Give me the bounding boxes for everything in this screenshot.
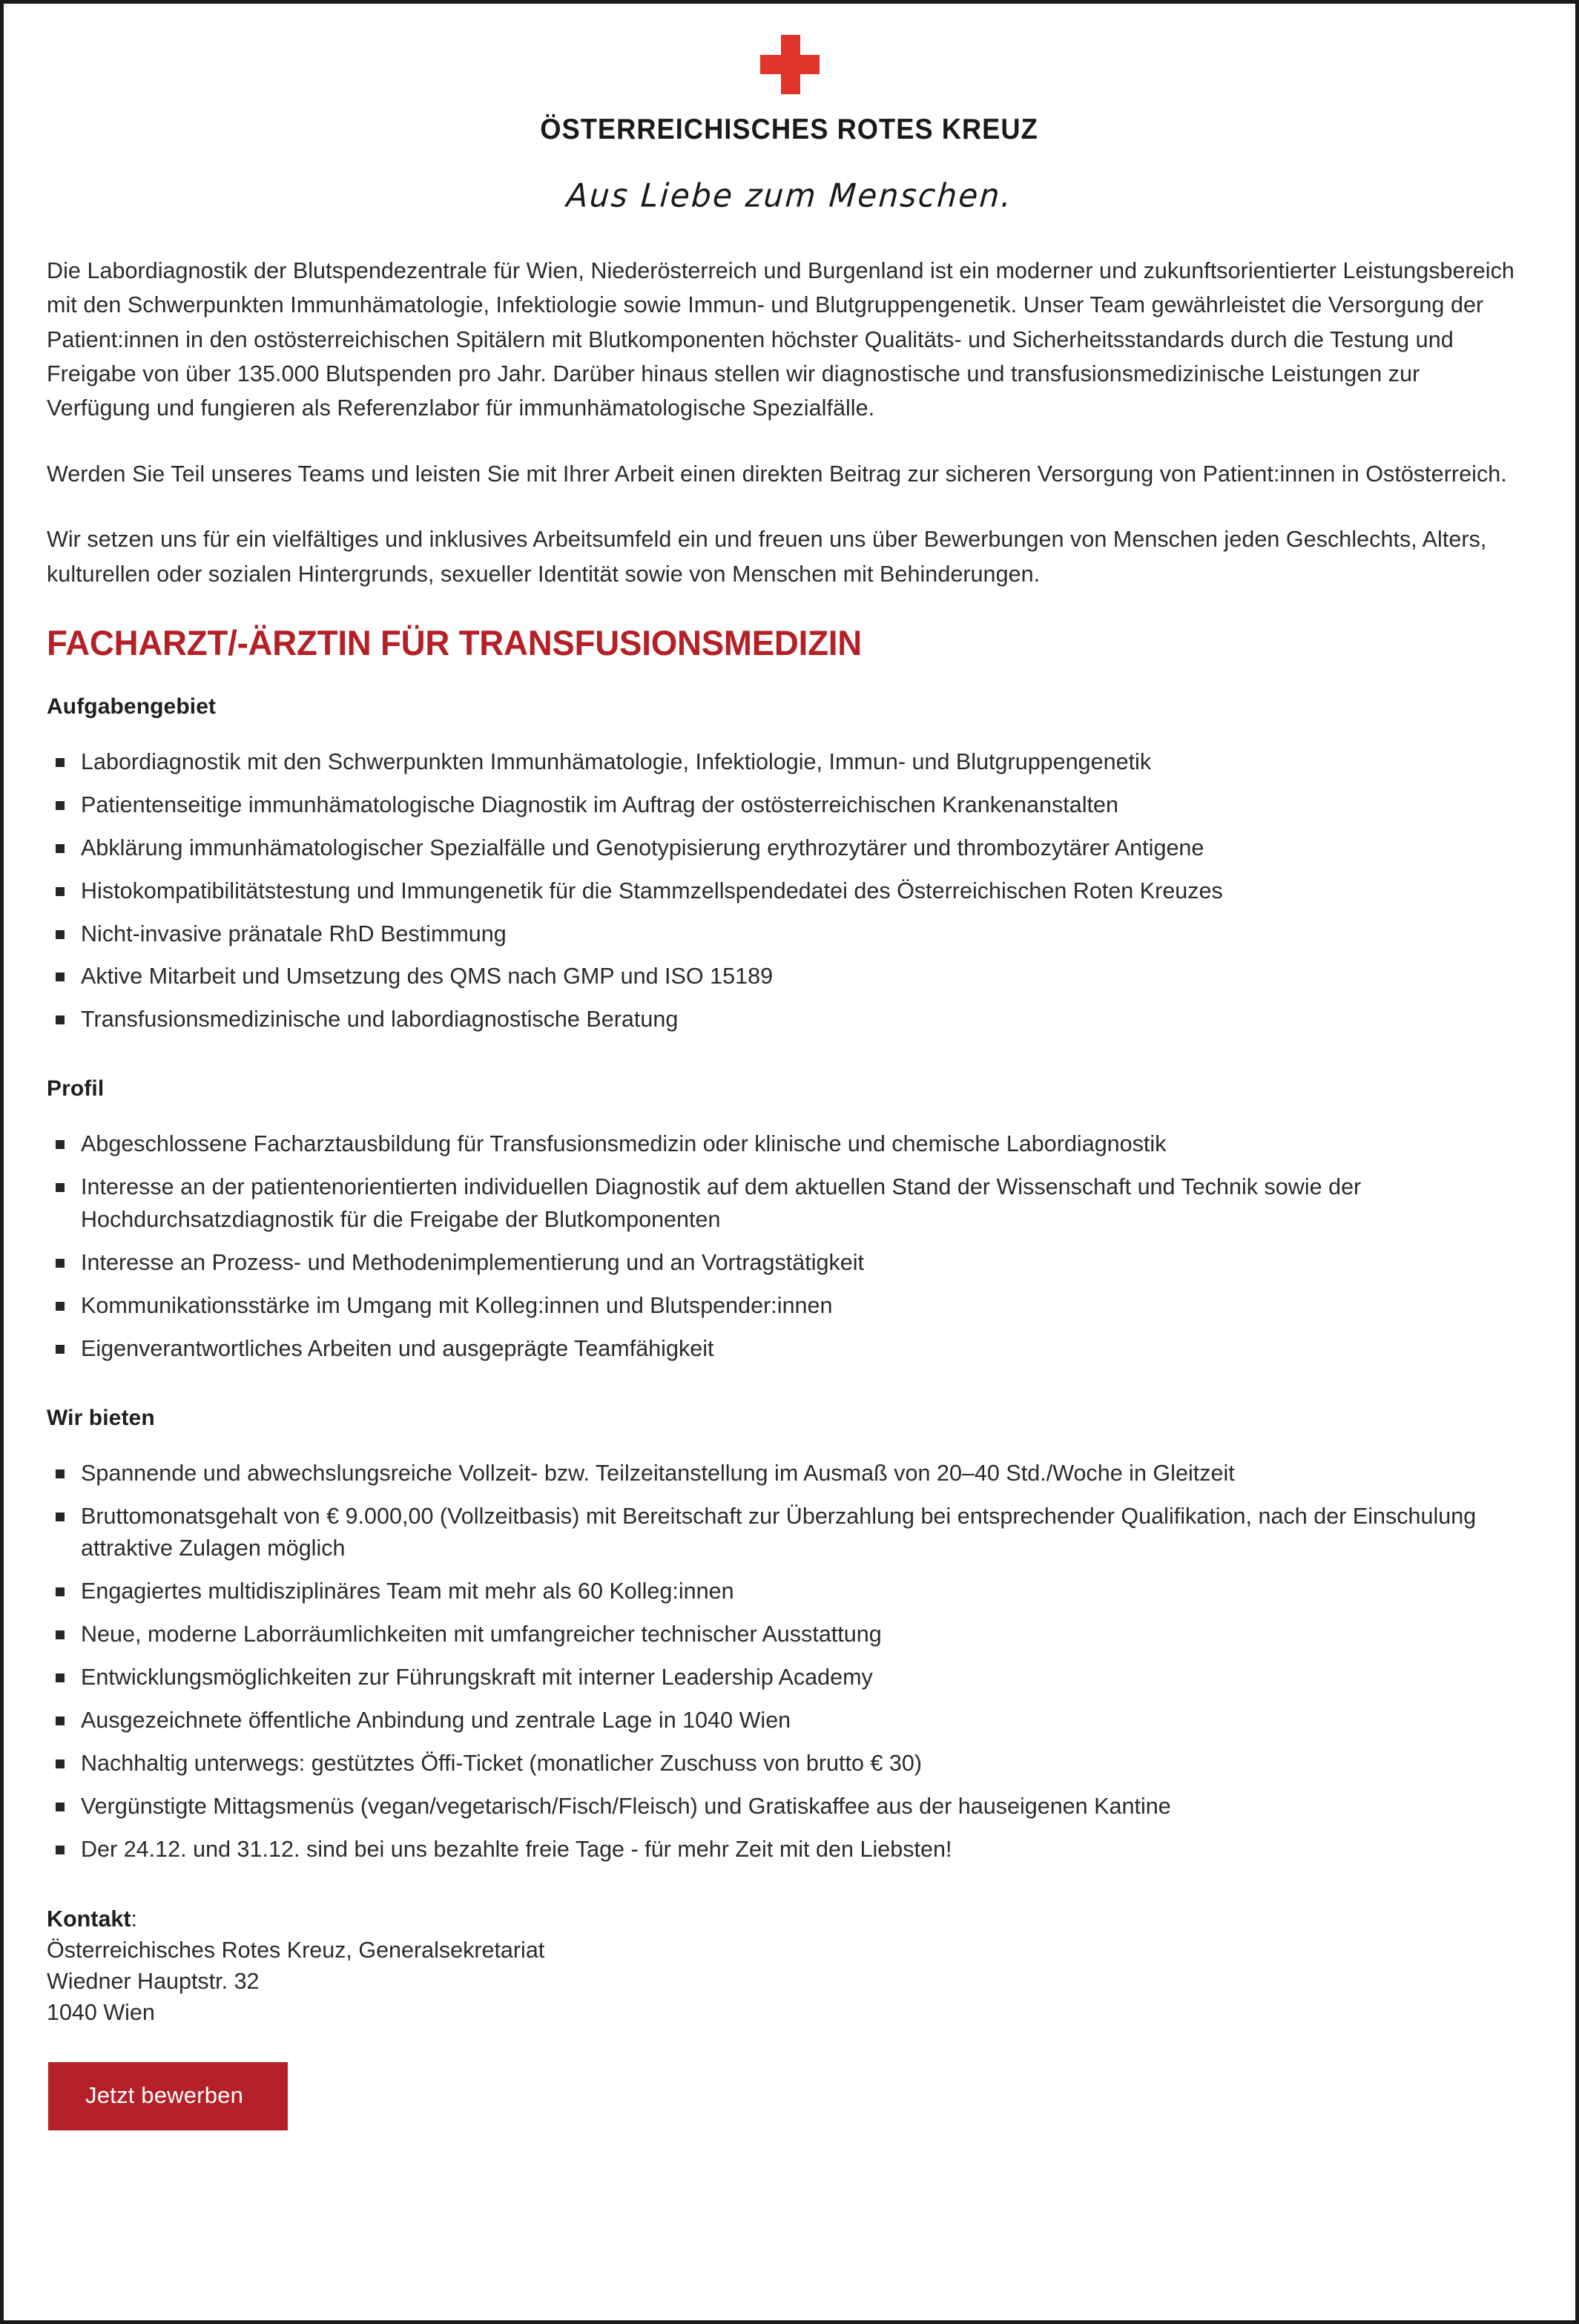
red-cross-icon: [760, 35, 820, 94]
list-item: Spannende und abwechslungsreiche Vollzeit- bzw. Teilzeitanstellung im Ausmaß von 20–40 Std./Woche in Gleitzeit: [47, 1458, 1529, 1490]
list-item: Entwicklungsmöglichkeiten zur Führungskraft mit interner Leadership Academy: [47, 1662, 1529, 1694]
list-item: Interesse an der patientenorientierten individuellen Diagnostik auf dem aktuellen Stand der Wissenschaft und Technik sowie der Hochdurchsatzdiagnostik für die Freigabe der Blutkomponenten: [47, 1171, 1529, 1237]
contact-label-colon: :: [131, 1906, 138, 1932]
intro-paragraph-1: Die Labordiagnostik der Blutspendezentrale für Wien, Niederösterreich und Burgenland ist ein moderner und zukunftsorientierter Leistungsbereich mit den Schwerpunkten Immunhämatologie, Infektiologie sowie Immun- und Blutgruppengenetik. Unser Team gewährleistet die Versorgung der Patient:innen in den ostösterreichischen Spitälern mit Blutkomponenten höchster Qualitäts- und Sicherheitsstandards durch die Testung und Freigabe von über 135.000 Blutspenden pro Jahr. Darüber hinaus stellen wir diagnostische und transfusionsmedizinische Leistungen zur Verfügung und fungieren als Referenzlabor für immunhämatologische Spezialfälle.: [47, 258, 1514, 421]
list-item: Patientenseitige immunhämatologische Diagnostik im Auftrag der ostösterreichischen Krankenanstalten: [47, 789, 1529, 822]
list-item: Histokompatibilitätstestung und Immungenetik für die Stammzellspendedatei des Österreichischen Roten Kreuzes: [47, 875, 1529, 908]
organization-name: ÖSTERREICHISCHES ROTES KREUZ: [540, 113, 1039, 145]
section-heading-tasks: Aufgabengebiet: [47, 694, 217, 719]
contact-label-line: [47, 1903, 1529, 1935]
list-item: Eigenverantwortliches Arbeiten und ausgeprägte Teamfähigkeit: [47, 1333, 1529, 1366]
intro-paragraph-3: Wir setzen uns für ein vielfältiges und inklusives Arbeitsumfeld ein und freuen uns über Bewerbungen von Menschen jeden Geschlechts, Alters, kulturellen oder sozialen Hintergrunds, sexueller Identität sowie von Menschen mit Behinderungen.: [47, 527, 1487, 587]
list-item: Vergünstigte Mittagsmenüs (vegan/vegetarisch/Fisch/Fleisch) und Gratiskaffee aus der hauseigenen Kantine: [47, 1791, 1529, 1823]
organization-tagline: Aus Liebe zum Menschen.: [564, 177, 1015, 214]
page-header: [4, 4, 1575, 227]
list-item: Neue, moderne Laborräumlichkeiten mit umfangreicher technischer Ausstattung: [47, 1619, 1529, 1651]
contact-organization: Österreichisches Rotes Kreuz, Generalsekretariat: [47, 1937, 545, 1963]
list-item: Transfusionsmedizinische und labordiagnostische Beratung: [47, 1004, 1529, 1036]
contact-label: Kontakt: [47, 1906, 131, 1932]
section-heading-offer: Wir bieten: [47, 1405, 155, 1430]
page-content: [4, 254, 1575, 2130]
contact-city: 1040 Wien: [47, 1999, 155, 2025]
cross-horizontal-bar: [760, 55, 820, 74]
contact-street: Wiedner Hauptstr. 32: [47, 1968, 260, 1994]
list-item: Bruttomonatsgehalt von € 9.000,00 (Vollzeitbasis) mit Bereitschaft zur Überzahlung bei entsprechender Qualifikation, nach der Einschulung attraktive Zulagen möglich: [47, 1501, 1529, 1566]
apply-button[interactable]: Jetzt bewerben: [48, 2062, 288, 2130]
list-item: Aktive Mitarbeit und Umsetzung des QMS nach GMP und ISO 15189: [47, 961, 1529, 993]
intro-paragraph-2: Werden Sie Teil unseres Teams und leisten Sie mit Ihrer Arbeit einen direkten Beitrag zur sicheren Versorgung von Patient:innen in Ostösterreich.: [47, 461, 1507, 487]
list-item: Kommunikationsstärke im Umgang mit Kolleg:innen und Blutspender:innen: [47, 1290, 1529, 1323]
list-item: Ausgezeichnete öffentliche Anbindung und zentrale Lage in 1040 Wien: [47, 1705, 1529, 1737]
section-heading-profile: Profil: [47, 1076, 105, 1102]
page-title: FACHARZT/-ÄRZTIN FÜR TRANSFUSIONSMEDIZIN: [47, 622, 862, 662]
list-item: Der 24.12. und 31.12. sind bei uns bezahlte freie Tage - für mehr Zeit mit den Liebsten!: [47, 1834, 1529, 1866]
list-item: Abgeschlossene Facharztausbildung für Transfusionsmedizin oder klinische und chemische Labordiagnostik: [47, 1128, 1529, 1161]
list-item: Nachhaltig unterwegs: gestütztes Öffi-Ticket (monatlicher Zuschuss von brutto € 30): [47, 1748, 1529, 1780]
list-item: Engagiertes multidisziplinäres Team mit mehr als 60 Kolleg:innen: [47, 1576, 1529, 1608]
profile-list: [47, 1128, 1529, 1365]
offer-list: [47, 1458, 1529, 1866]
list-item: Interesse an Prozess- und Methodenimplementierung und an Vortragstätigkeit: [47, 1247, 1529, 1280]
list-item: Labordiagnostik mit den Schwerpunkten Immunhämatologie, Infektiologie, Immun- und Blutgruppengenetik: [47, 746, 1529, 779]
contact-block: [47, 1903, 1529, 2028]
list-item: Abklärung immunhämatologischer Spezialfälle und Genotypisierung erythrozytärer und thrombozytärer Antigene: [47, 832, 1529, 865]
list-item: Nicht-invasive pränatale RhD Bestimmung: [47, 918, 1529, 951]
tasks-list: [47, 746, 1529, 1036]
